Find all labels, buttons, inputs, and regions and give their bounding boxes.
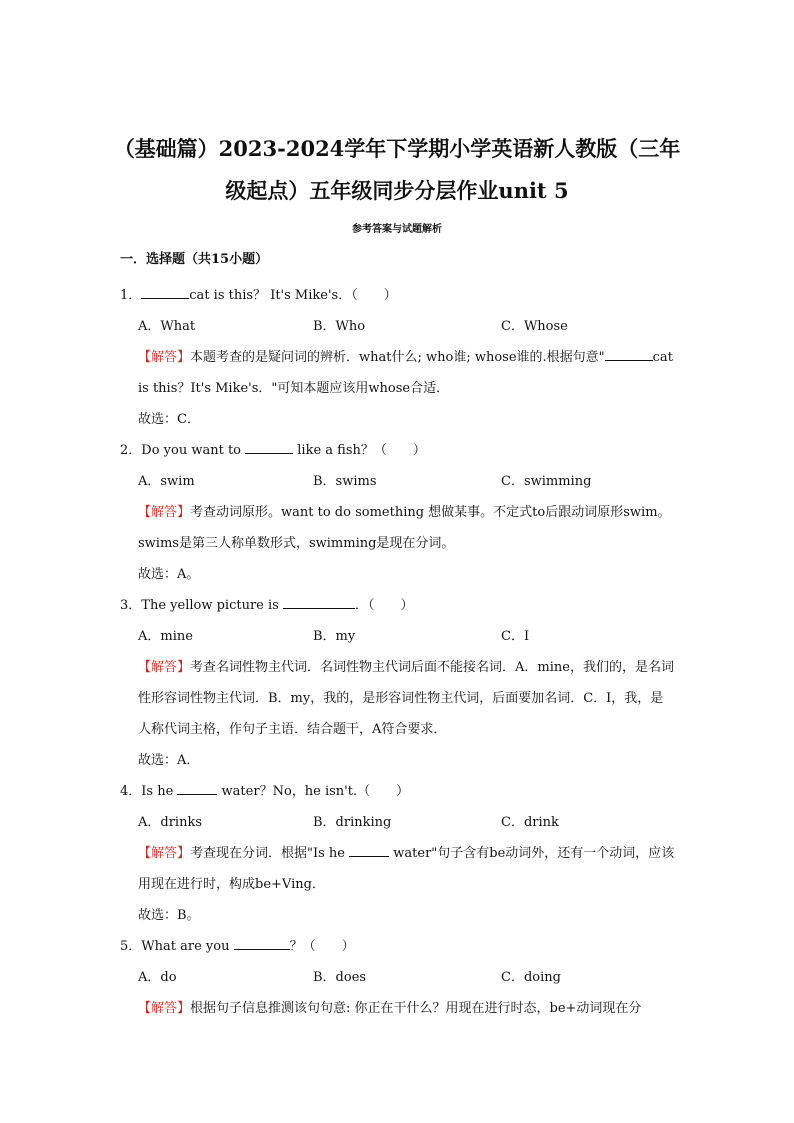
answer-text: 本题考查的是疑问词的辨析．what什么; who谁; whose谁的.根据句意": [190, 350, 605, 365]
answer-text: water"句子含有be动词外，还有一个动词，应该用现在进行时，构成be+Ving．: [138, 846, 675, 892]
question-number: 4．: [120, 784, 142, 799]
question-text: water？No，he isn't.（ ）: [217, 784, 410, 799]
answer-text: 考查现在分词．根据"Is he: [190, 846, 350, 861]
question-item: [120, 931, 676, 1024]
option-b: B．drinking: [313, 815, 392, 830]
answer-blank: [283, 596, 355, 609]
option-a: A．mine: [138, 629, 193, 644]
option-b: B．Who: [313, 319, 366, 334]
answer-blank: [245, 441, 293, 454]
question-stem: [120, 931, 676, 962]
answer-text: 根据句子信息推测该句句意: 你正在干什么？用现在进行时态，be+动词现在分: [190, 1001, 642, 1016]
answer-choice: 故选：C．: [138, 412, 200, 427]
option-c: C．drink: [501, 815, 559, 830]
option-c: C．doing: [501, 970, 561, 985]
answer-tag: 【解答】: [138, 660, 191, 675]
option-row: [120, 962, 676, 993]
question-text: ．（ ）: [354, 598, 414, 613]
question-item: [120, 590, 676, 776]
answer-explanation: [120, 652, 676, 745]
question-stem: [120, 280, 676, 311]
question-text: like a fish？（ ）: [293, 443, 426, 458]
answer-text: 考查动词原形。want to do something 想做某事。不定式to后跟动词原形swim。swims是第三人称单数形式，swimming是现在分词。: [138, 505, 671, 551]
answer-choice: 故选：A．: [138, 753, 200, 768]
document-subtitle: 参考答案与试题解析: [352, 224, 442, 235]
question-number: 2．: [120, 443, 142, 458]
document-title: （基础篇）2023-2024学年下学期小学英语新人教版（三年级起点）五年级同步分层作业unit 5: [113, 136, 681, 203]
answer-tag: 【解答】: [138, 505, 191, 520]
answer-explanation: [120, 993, 676, 1024]
section-heading: 一．选择题（共15小题）: [120, 252, 269, 267]
question-number: 5．: [120, 939, 142, 954]
answer-tag: 【解答】: [138, 350, 191, 365]
question-text: The yellow picture is: [141, 598, 283, 613]
answer-explanation: [120, 342, 676, 404]
question-item: [120, 435, 676, 590]
answer-choice: 故选：B。: [138, 908, 200, 923]
question-stem: [120, 590, 676, 621]
option-a: A．do: [138, 970, 177, 985]
option-row: [120, 621, 676, 652]
answer-blank: [349, 844, 389, 857]
answer-explanation: [120, 497, 676, 559]
answer-blank: [605, 348, 653, 361]
question-stem: [120, 776, 676, 807]
option-row: [120, 466, 676, 497]
question-list: [120, 280, 676, 1024]
answer-text: 考查名词性物主代词．名词性物主代词后面不能接名词．A．mine，我们的，是名词性形容词性物主代词．B．my，我的，是形容词性物主代词，后面要加名词．C．I，我，是人称代词主格，作句子主语．结合题干，A符合要求．: [138, 660, 674, 737]
question-item: [120, 776, 676, 931]
option-a: A．drinks: [138, 815, 203, 830]
question-item: [120, 280, 676, 435]
option-b: B．does: [313, 970, 367, 985]
answer-explanation: [120, 838, 676, 900]
question-text: cat is this？ It's Mike's．（ ）: [189, 288, 397, 303]
option-c: C．Whose: [501, 319, 568, 334]
answer-tag: 【解答】: [138, 846, 191, 861]
question-number: 1．: [120, 288, 142, 303]
answer-blank: [177, 782, 217, 795]
option-b: B．swims: [313, 474, 377, 489]
option-row: [120, 807, 676, 838]
question-stem: [120, 435, 676, 466]
answer-blank: [234, 937, 290, 950]
option-a: A．swim: [138, 474, 195, 489]
option-a: A．What: [138, 319, 196, 334]
option-b: B．my: [313, 629, 356, 644]
answer-blank: [141, 286, 189, 299]
question-number: 3．: [120, 598, 142, 613]
option-c: C．swimming: [501, 474, 592, 489]
question-text: Do you want to: [141, 443, 246, 458]
answer-choice: 故选：A。: [138, 567, 200, 582]
answer-tag: 【解答】: [138, 1001, 191, 1016]
option-c: C．I: [501, 629, 530, 644]
question-text: What are you: [141, 939, 234, 954]
option-row: [120, 311, 676, 342]
question-text: Is he: [141, 784, 178, 799]
answer-text: cat is this？It's Mike's．"可知本题应该用whose合适．: [138, 350, 673, 396]
question-text: ？（ ）: [289, 939, 355, 954]
